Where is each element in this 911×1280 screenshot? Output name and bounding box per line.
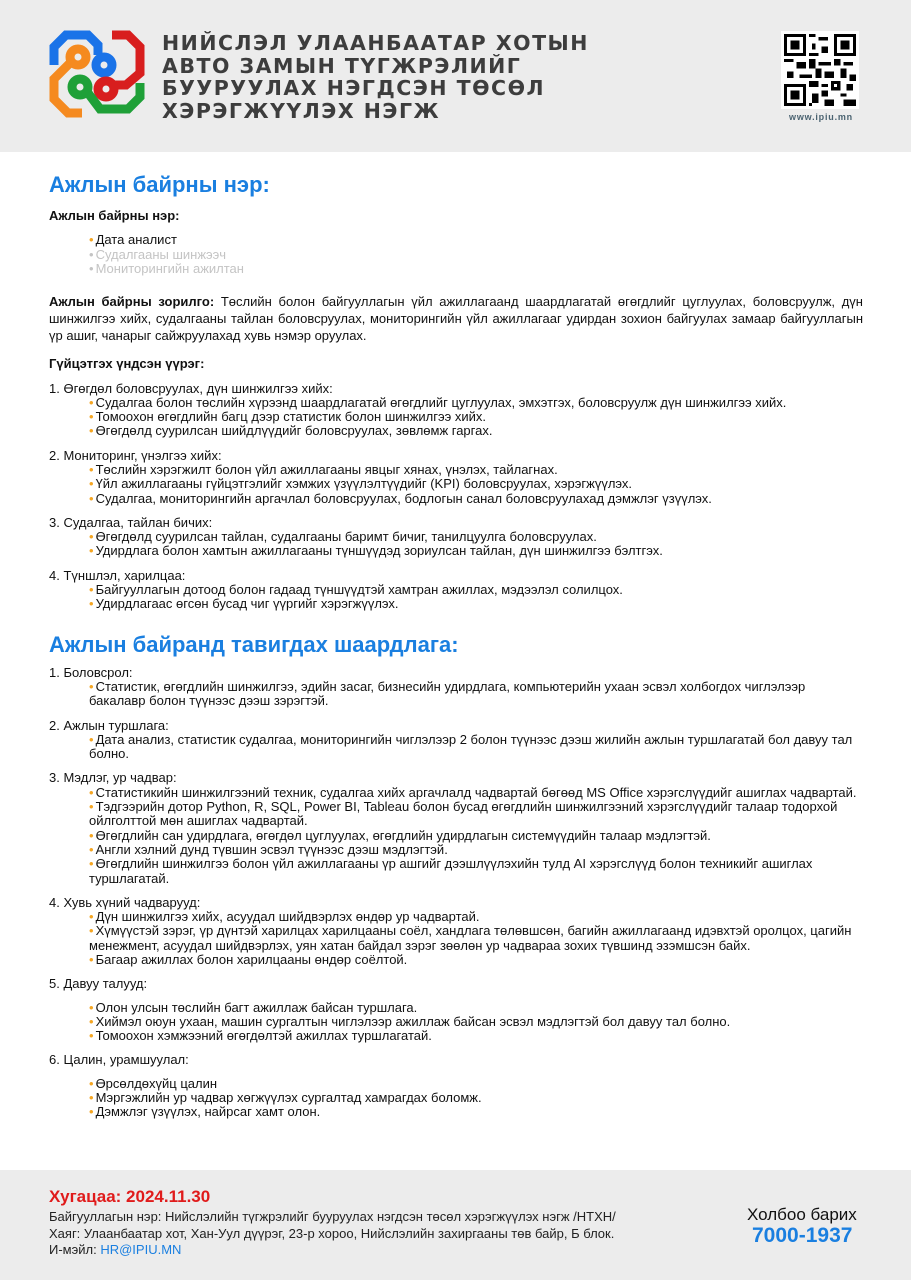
group-title: 5. Давуу талууд: — [49, 976, 148, 992]
list-group — [49, 896, 863, 967]
group-items — [49, 463, 863, 506]
group-title: 4. Хувь хүний чадварууд: — [49, 894, 201, 910]
bullet-icon: • — [89, 731, 94, 747]
goal-label: Ажлын байрны зорилго: — [49, 293, 215, 309]
bullet-icon: • — [89, 1013, 94, 1029]
organization-line: Байгууллагын нэр: Нийслэлийн түгжрэлийг бууруулах нэгдсэн төсөл хэрэгжүүлэх нэгж /НТХН/ — [49, 1209, 616, 1224]
contact-label: Холбоо барих — [747, 1205, 857, 1224]
requirements-heading: Ажлын байранд тавигдах шаардлага: — [49, 631, 459, 657]
list-item-text: Статистикийн шинжилгээний техник, судалгаа хийх аргачлалд чадвартай бөгөөд MS Office хэрэгслүүдийг ашиглах чадвартай. — [95, 784, 857, 800]
bullet-icon: • — [89, 784, 94, 800]
duties-title: Гүйцэтгэх үндсэн үүрэг: — [49, 355, 205, 371]
list-item-text: Байгууллагын дотоод болон гадаад түншүүдтэй хамтран ажиллах, мэдээлэл солилцох. — [95, 582, 623, 598]
group-items — [49, 1077, 863, 1120]
list-item — [89, 910, 863, 924]
footer — [0, 1170, 911, 1280]
list-item-text: Томоохон өгөгдлийн багц дээр статистик болон шинжилгээ хийх. — [95, 409, 487, 425]
list-item — [89, 424, 863, 438]
address-line: Хаяг: Улаанбаатар хот, Хан-Уул дүүрэг, 23-р хороо, Нийслэлийн захиргааны төв байр, Б блок. — [49, 1225, 615, 1241]
list-item-text: Мэргэжлийн ур чадвар хөгжүүлэх сургалтад хамрагдах боломж. — [95, 1090, 482, 1106]
list-item — [89, 800, 863, 829]
email-line — [49, 1242, 616, 1259]
bullet-icon: • — [89, 582, 94, 598]
list-group — [49, 569, 863, 612]
list-item-text: Томоохон хэмжээний өгөгдөлтэй ажиллах туршлагатай. — [95, 1028, 432, 1044]
list-item — [89, 492, 863, 506]
requirements-list — [49, 666, 863, 1120]
list-group — [49, 719, 863, 762]
group-items — [49, 396, 863, 439]
bullet-icon: • — [89, 923, 94, 939]
list-item — [89, 477, 863, 491]
list-item — [89, 733, 863, 762]
bullet-icon: • — [89, 841, 94, 857]
group-items — [49, 733, 863, 762]
org-name-line: АВТО ЗАМЫН ТҮГЖРЭЛИЙГ — [162, 53, 522, 78]
bullet-icon: • — [89, 246, 94, 262]
list-item-text: Судалгаа, мониторингийн аргачлал боловсруулах, бодлогын санал боловсруулахад дэмжлэг үзүүлэх. — [95, 490, 712, 506]
position-title-item — [89, 262, 863, 277]
list-item-text: Судалгаа болон төслийн хүрээнд шаардлагатай өгөгдлийг цуглуулах, эмхэтгэх, боловсруулж дүн шинжилгээ хийх. — [95, 394, 787, 410]
list-item — [89, 396, 863, 410]
qr-code-icon[interactable] — [781, 31, 859, 109]
list-item-text: Тэдгээрийн дотор Python, R, SQL, Power BI, Tableau болон бусад өгөгдлийн шинжилгээний хэрэгслүүдийг талаар тодорхой ойлголттой мөн ашиглах чадвартай. — [89, 799, 838, 829]
position-subheading: Ажлын байрны нэр: — [49, 208, 180, 223]
bullet-icon: • — [89, 856, 94, 872]
bullet-icon: • — [89, 461, 94, 477]
list-item — [89, 786, 863, 800]
group-title: 4. Түншлэл, харилцаа: — [49, 567, 186, 583]
bullet-icon: • — [89, 909, 94, 925]
position-title-label: Дата аналист — [95, 232, 177, 247]
email-link[interactable]: HR@IPIU.MN — [100, 1242, 182, 1257]
group-title: 3. Мэдлэг, ур чадвар: — [49, 770, 177, 786]
group-items — [49, 680, 863, 709]
bullet-icon: • — [89, 394, 94, 410]
bullet-icon: • — [89, 490, 94, 506]
position-title-item — [89, 248, 863, 263]
position-heading: Ажлын байрны нэр: — [49, 172, 270, 197]
list-item — [89, 1091, 863, 1105]
org-name-line: БУУРУУЛАХ НЭГДСЭН ТӨСӨЛ — [162, 76, 546, 100]
list-item — [89, 1029, 863, 1043]
list-item — [89, 544, 863, 558]
list-item-text: Удирдлагаас өгсөн бусад чиг үүргийг хэрэгжүүлэх. — [95, 596, 399, 612]
position-title-label: Мониторингийн ажилтан — [95, 261, 244, 276]
group-title: 2. Ажлын туршлага: — [49, 717, 169, 733]
bullet-icon: • — [89, 476, 94, 492]
position-goal — [49, 293, 863, 344]
bullet-icon: • — [89, 543, 94, 559]
website-link[interactable]: www.ipiu.mn — [789, 112, 853, 122]
list-item — [89, 843, 863, 857]
bullet-icon: • — [89, 529, 94, 545]
list-item-text: Дүн шинжилгээ хийх, асуудал шийдвэрлэх өндөр ур чадвартай. — [95, 909, 480, 925]
list-item-text: Төслийн хэрэгжилт болон үйл ажиллагааны явцыг хянах, үнэлэх, тайлагнах. — [95, 461, 558, 477]
group-items — [49, 786, 863, 886]
bullet-icon: • — [89, 799, 94, 815]
list-item-text: Үйл ажиллагааны гүйцэтгэлийг хэмжих үзүүлэлтүүдийг (KPI) боловсруулах, хэрэгжүүлэх. — [95, 476, 633, 492]
goal-text: Төслийн болон байгууллагын үйл ажиллагаанд шаардлагатай өгөгдлийг цуглуулах, боловсруулж, дүн шинжилгээ хийх, судалгааны тайлан боловсруулах, мониторингийн үйл ажиллагааг удирдан зохион байгуулах замаар байгууллагын үр ашиг, чанарыг сайжруулахад хувь нэмэр оруулах. — [49, 293, 863, 343]
org-name-line: НИЙСЛЭЛ УЛААНБААТАР ХОТЫН — [162, 31, 589, 55]
contact-details — [49, 1209, 616, 1259]
deadline: Хугацаа: 2024.11.30 — [49, 1187, 211, 1206]
bullet-icon: • — [89, 232, 94, 247]
bullet-icon: • — [89, 827, 94, 843]
list-item — [89, 1001, 863, 1015]
list-item-text: Олон улсын төслийн багт ажиллаж байсан туршлага. — [95, 999, 418, 1015]
duties-list — [49, 382, 863, 612]
org-name — [162, 32, 589, 122]
list-item-text: Өгөгдлийн шинжилгээ болон үйл ажиллагааны үр ашгийг дээшлүүлэхийн тулд AI хэрэгслүүд болон техникийг ашиглах туршлагатай. — [89, 856, 813, 886]
group-items — [49, 583, 863, 612]
list-item-text: Дэмжлэг үзүүлэх, найрсаг хамт олон. — [95, 1104, 321, 1120]
bullet-icon: • — [89, 1104, 94, 1120]
bullet-icon: • — [89, 1090, 94, 1106]
list-item-text: Хүмүүстэй зэрэг, үр дүнтэй харилцах харилцааны соёл, хандлага төлөвшсөн, багийн ажиллагаанд идэвхтэй оролцох, цагийн менежмент, асуудал шийдвэрлэх, уян хатан байдал зэрэг зөөлөн ур чадвараа зохих түвшинд эзэмшсэн байх. — [89, 923, 852, 953]
list-item — [89, 583, 863, 597]
list-item-text: Хиймэл оюун ухаан, машин сургалтын чиглэлээр ажиллаж байсан эсвэл мэдлэгтэй бол давуу тал болно. — [95, 1013, 731, 1029]
bullet-icon: • — [89, 261, 94, 276]
group-title: 1. Өгөгдөл боловсруулах, дүн шинжилгээ хийх: — [49, 380, 333, 396]
bullet-icon: • — [89, 423, 94, 439]
group-items — [49, 1001, 863, 1044]
bullet-icon: • — [89, 952, 94, 967]
list-item-text: Өрсөлдөхүйц цалин — [95, 1075, 218, 1091]
list-item-text: Дата анализ, статистик судалгаа, мониторингийн чиглэлээр 2 болон түүнээс дээш жилийн ажлын туршлагатай бол давуу тал болно. — [89, 731, 853, 762]
contact-phone[interactable]: 7000-1937 — [752, 1224, 853, 1247]
list-item — [89, 857, 863, 886]
list-item — [89, 829, 863, 843]
list-item — [89, 953, 863, 967]
main-content — [49, 170, 863, 1120]
list-group — [49, 382, 863, 439]
bullet-icon: • — [89, 999, 94, 1015]
group-title: 1. Боловсрол: — [49, 664, 133, 680]
list-item-text: Англи хэлний дунд түвшин эсвэл түүнээс дээш мэдлэгтэй. — [95, 841, 448, 857]
position-title-label: Судалгааны шинжээч — [95, 246, 227, 262]
bullet-icon: • — [89, 1028, 94, 1044]
list-item — [89, 1015, 863, 1029]
list-item — [89, 924, 863, 953]
list-group — [49, 771, 863, 885]
list-group — [49, 666, 863, 709]
bullet-icon: • — [89, 596, 94, 612]
list-group — [49, 977, 863, 1043]
list-item-text: Удирдлага болон хамтын ажиллагааны түншүүдэд зориулсан тайлан, дүн шинжилгээ бэлтгэх. — [95, 543, 663, 559]
list-item-text: Багаар ажиллах болон харилцааны өндөр соёлтой. — [95, 952, 408, 967]
circuit-logo-icon — [48, 27, 146, 119]
group-items — [49, 530, 863, 559]
list-item-text: Өгөгдөлд суурилсан шийдлүүдийг боловсруулах, зөвлөмж гаргах. — [95, 423, 493, 439]
group-title: 6. Цалин, урамшуулал: — [49, 1052, 189, 1068]
list-item — [89, 597, 863, 611]
position-title-item — [89, 233, 863, 248]
list-item — [89, 410, 863, 424]
group-title: 2. Мониторинг, үнэлгээ хийх: — [49, 447, 222, 463]
list-item-text: Өгөгдөлд суурилсан тайлан, судалгааны баримт бичиг, танилцуулга боловсруулах. — [95, 529, 597, 545]
list-group — [49, 449, 863, 506]
bullet-icon: • — [89, 409, 94, 425]
header — [0, 0, 911, 152]
bullet-icon: • — [89, 1075, 94, 1091]
email-label: И-мэйл: — [49, 1242, 101, 1257]
list-item — [89, 463, 863, 477]
list-item — [89, 680, 863, 709]
list-item-text: Өгөгдлийн сан удирдлага, өгөгдөл цуглуулах, өгөгдлийн удирдлагын системүүдийн талаар мэдлэгтэй. — [95, 827, 711, 843]
list-group — [49, 1053, 863, 1119]
list-group — [49, 516, 863, 559]
list-item — [89, 1077, 863, 1091]
org-name-line: ХЭРЭГЖҮҮЛЭХ НЭГЖ — [162, 98, 441, 123]
list-item — [89, 1105, 863, 1119]
group-title: 3. Судалгаа, тайлан бичих: — [49, 514, 213, 530]
bullet-icon: • — [89, 678, 94, 694]
group-items — [49, 910, 863, 967]
position-title-list — [49, 233, 863, 277]
list-item — [89, 530, 863, 544]
list-item-text: Статистик, өгөгдлийн шинжилгээ, эдийн засаг, бизнесийн удирдлага, компьютерийн ухаан эсвэл холбогдох чиглэлээр бакалавр болон түүнээс дээш зэрэгтэй. — [89, 678, 806, 709]
